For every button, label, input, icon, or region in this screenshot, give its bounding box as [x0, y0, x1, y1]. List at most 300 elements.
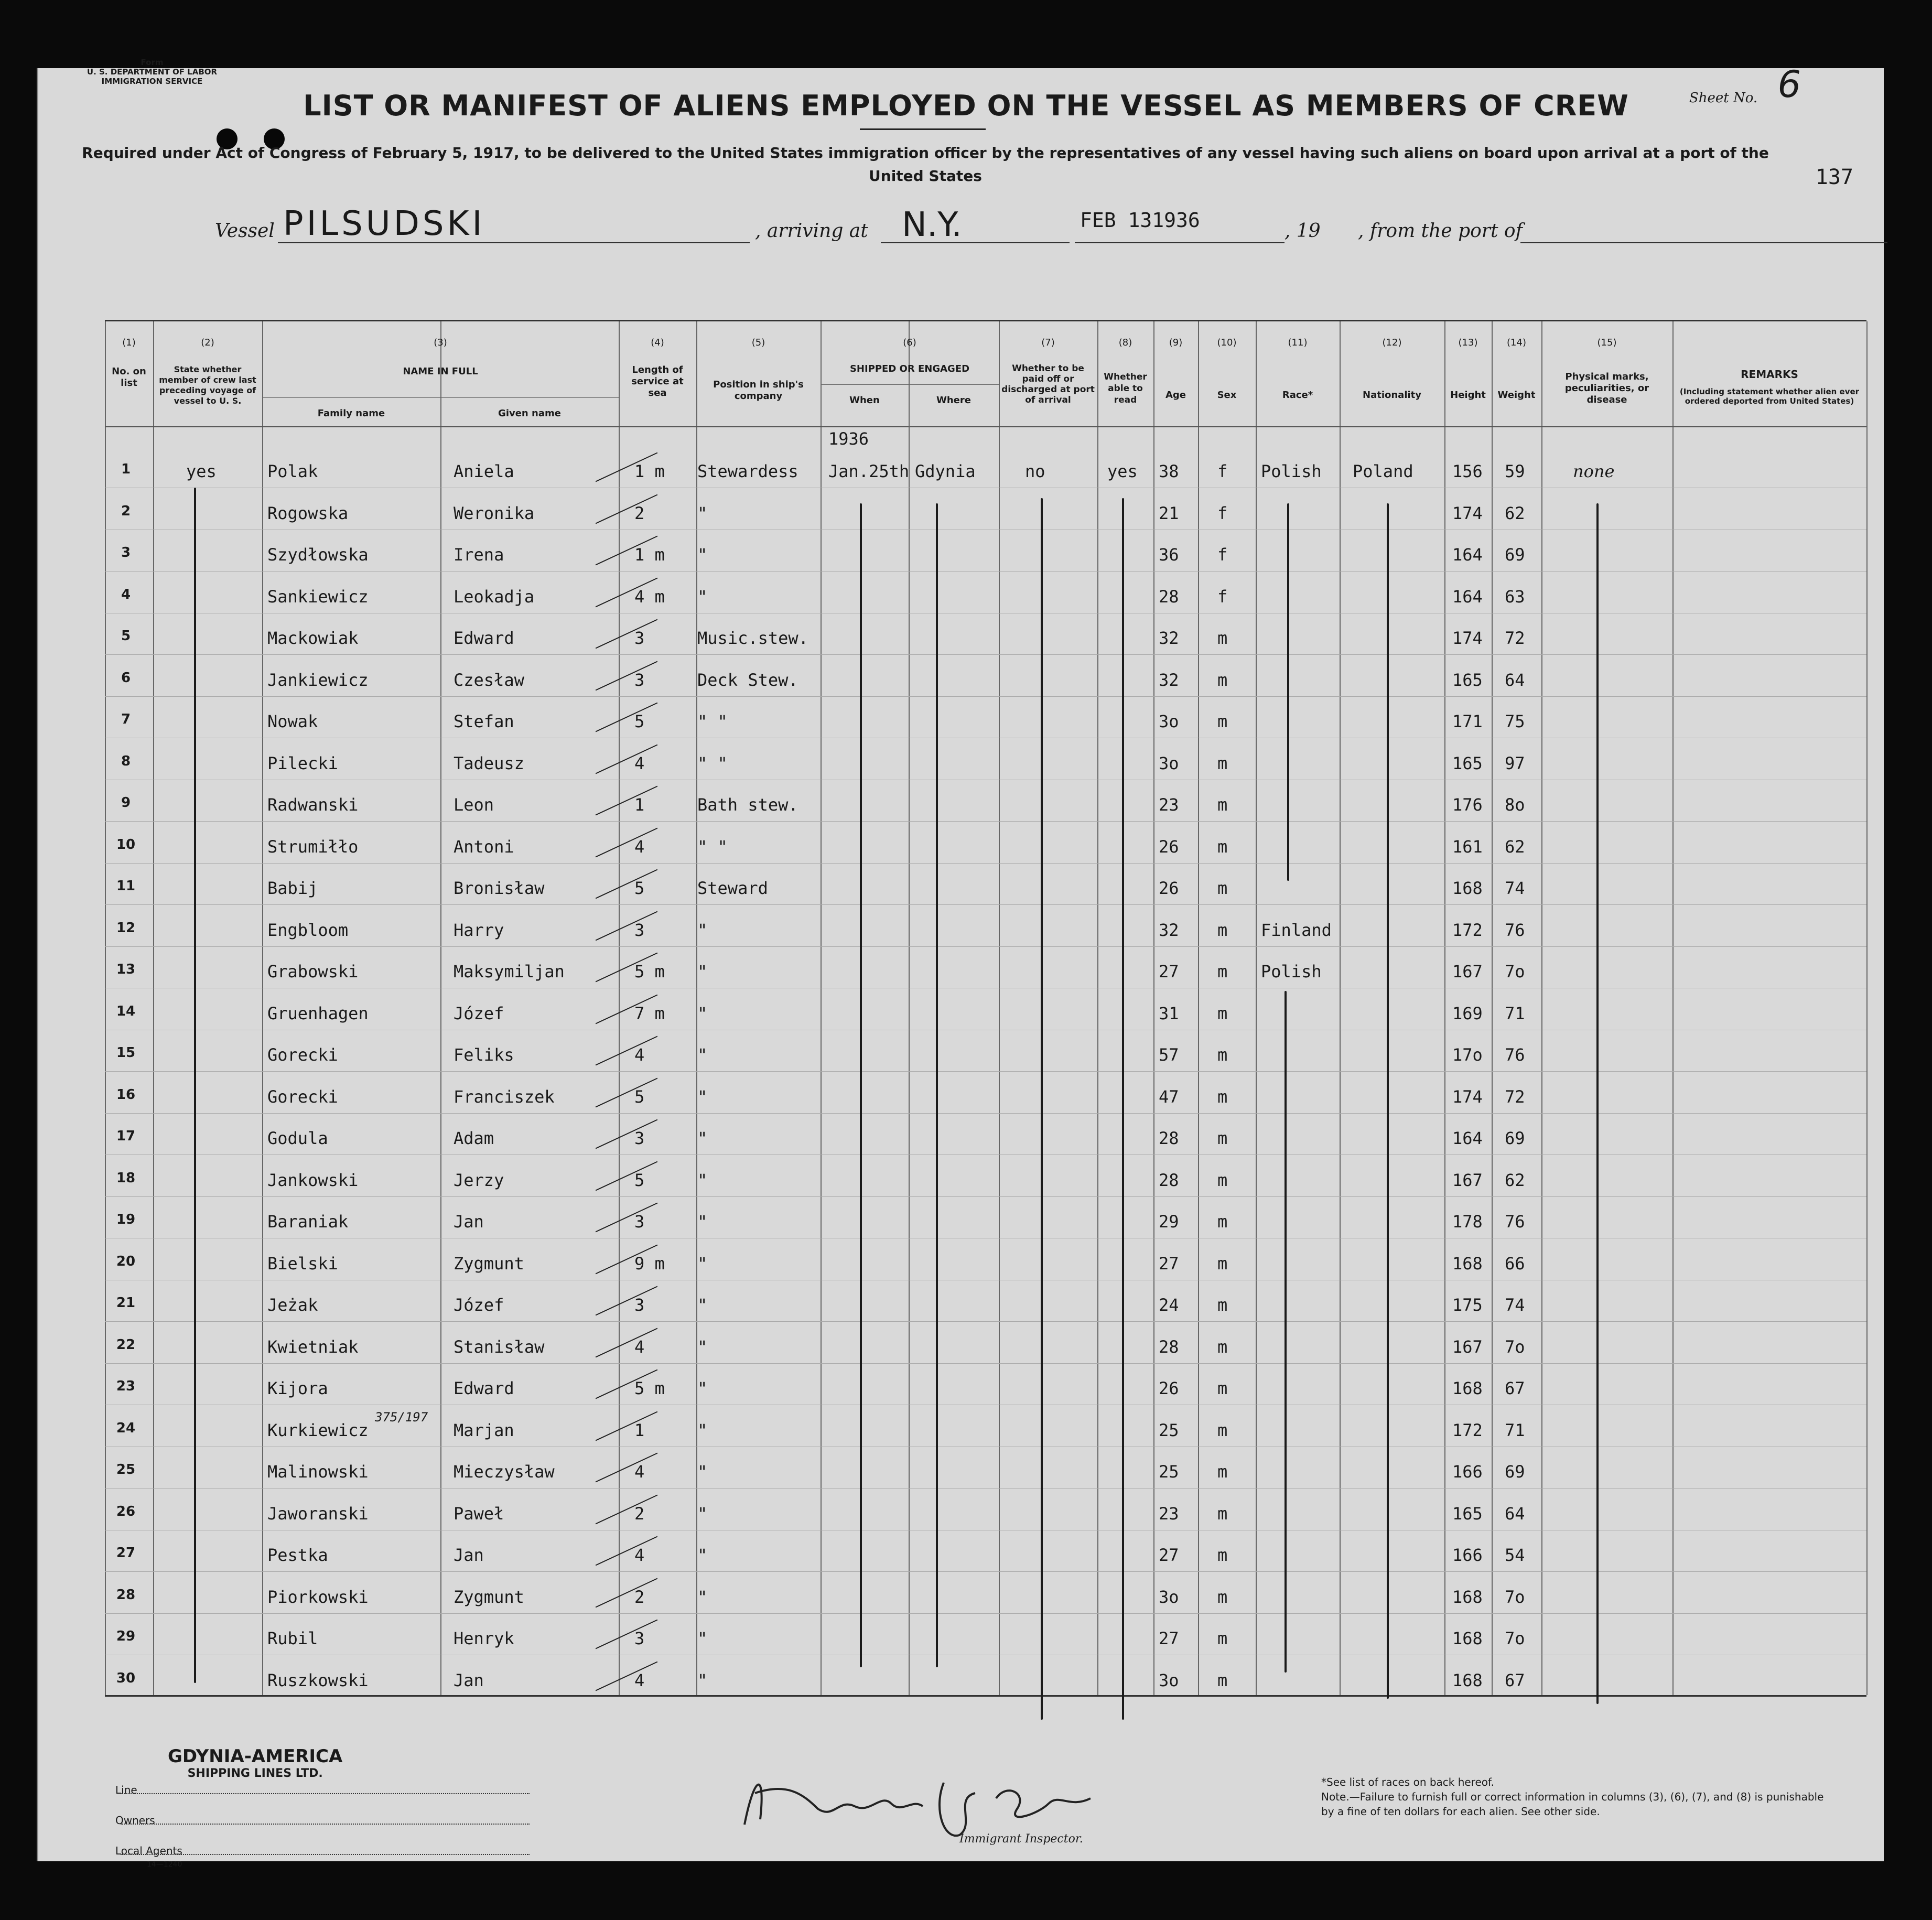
cell-family-name: Szydłowska — [267, 545, 369, 565]
cell-weight: 67 — [1505, 1378, 1525, 1398]
cell-height: 171 — [1452, 711, 1483, 731]
column-divider — [1672, 321, 1674, 1695]
cell-length-of-service: 3 — [634, 1128, 645, 1148]
cell-height: 168 — [1452, 1378, 1483, 1398]
cell-position: Deck Stew. — [697, 670, 798, 690]
cell-height: 167 — [1452, 962, 1483, 981]
cell-length-of-service: 4 — [634, 1462, 645, 1482]
header-length-of-service: Length of service at sea — [631, 364, 684, 398]
cell-age: 28 — [1159, 1336, 1179, 1357]
cell-weight: 71 — [1505, 1003, 1525, 1023]
cell-family-name: Jaworanski — [267, 1503, 369, 1524]
row-number: 30 — [116, 1670, 136, 1686]
cell-position: " — [697, 586, 708, 607]
row-number: 7 — [121, 711, 131, 727]
header-shipped-or-engaged: SHIPPED OR ENGAGED — [849, 363, 970, 374]
cell-weight: 76 — [1505, 1212, 1525, 1232]
cell-given-name: Tadeusz — [454, 753, 524, 773]
header-name-in-full: NAME IN FULL — [403, 366, 478, 377]
row-number: 29 — [116, 1628, 136, 1644]
header-height: Height — [1450, 390, 1486, 401]
column-divider — [1866, 321, 1868, 1695]
cell-given-name: Weronika — [454, 503, 535, 523]
header-given-name: Given name — [498, 408, 561, 419]
row-number: 9 — [121, 795, 131, 811]
cell-position: " — [697, 1128, 708, 1148]
form-label: Form — [141, 58, 164, 67]
cell-family-name: Sankiewicz — [267, 586, 369, 607]
handwritten-annotation: 375/197 — [375, 1409, 428, 1425]
cell-weight: 7o — [1505, 1628, 1525, 1648]
cell-length-of-service: 7 m — [634, 1003, 665, 1023]
column-divider — [1256, 321, 1257, 1695]
row-number: 5 — [121, 628, 131, 644]
cell-position: " " — [697, 836, 728, 857]
cell-height: 167 — [1452, 1336, 1483, 1357]
column-divider — [1492, 321, 1493, 1695]
cell-family-name: Kurkiewicz — [267, 1420, 369, 1440]
column-divider — [262, 321, 263, 1695]
cell-age: 27 — [1159, 962, 1179, 981]
header-where: Where — [936, 395, 971, 406]
cell-age: 26 — [1159, 1378, 1179, 1398]
column-divider — [1097, 321, 1098, 1695]
cell-given-name: Marjan — [454, 1420, 514, 1440]
ditto-mark — [1122, 498, 1124, 1720]
cell-family-name: Radwanski — [267, 795, 359, 815]
cell-sex: m — [1217, 1253, 1228, 1274]
header-previous-voyage: State whether member of crew last preceding voyage of vessel to U. S. — [159, 364, 256, 406]
cell-position: Bath stew. — [697, 795, 798, 815]
cell-height: 169 — [1452, 1003, 1483, 1023]
cell-age: 23 — [1159, 795, 1179, 815]
cell-position: " " — [697, 753, 728, 773]
column-divider — [440, 321, 441, 1695]
cell-weight: 66 — [1505, 1253, 1525, 1274]
cell-age: 32 — [1159, 920, 1179, 940]
cell-age: 57 — [1159, 1045, 1179, 1065]
column-number: (4) — [651, 337, 664, 348]
cell-sex: m — [1217, 711, 1228, 731]
column-number: (10) — [1217, 337, 1237, 348]
cell-family-name: Polak — [267, 461, 318, 481]
cell-family-name: Rubil — [267, 1628, 318, 1648]
cell-weight: 62 — [1505, 1170, 1525, 1190]
cell-height: 161 — [1452, 836, 1483, 857]
cell-height: 164 — [1452, 1128, 1483, 1148]
arriving-label: , arriving at — [755, 220, 868, 242]
column-number: (7) — [1041, 337, 1055, 348]
cell-weight: 76 — [1505, 1045, 1525, 1065]
cell-family-name: Godula — [267, 1128, 328, 1148]
column-number: (5) — [751, 337, 765, 348]
cell-given-name: Feliks — [454, 1045, 514, 1065]
cell-age: 25 — [1159, 1420, 1179, 1440]
cell-age: 3o — [1159, 1670, 1179, 1690]
year-note: 1936 — [828, 429, 869, 449]
row-number: 13 — [116, 962, 136, 977]
cell-age: 23 — [1159, 1503, 1179, 1524]
row-line — [105, 863, 1866, 864]
cell-age: 38 — [1159, 461, 1179, 481]
cell-sex: m — [1217, 1295, 1228, 1315]
cell-weight: 64 — [1505, 1503, 1525, 1524]
column-divider — [1541, 321, 1542, 1695]
cell-height: 174 — [1452, 503, 1483, 523]
cell-family-name: Pilecki — [267, 753, 338, 773]
header-position: Position in ship's company — [713, 379, 804, 402]
cell-sex: m — [1217, 670, 1228, 690]
ditto-mark — [1596, 503, 1599, 1704]
row-number: 28 — [116, 1587, 136, 1603]
cell-age: 28 — [1159, 1170, 1179, 1190]
cell-family-name: Malinowski — [267, 1462, 369, 1482]
cell-sex: f — [1217, 586, 1228, 607]
cell-age: 28 — [1159, 1128, 1179, 1148]
cell-height: 17o — [1452, 1045, 1483, 1065]
cell-position: " — [697, 1462, 708, 1482]
cell-length-of-service: 4 — [634, 836, 645, 857]
cell-sex: m — [1217, 1670, 1228, 1690]
column-number: (6) — [903, 337, 916, 348]
header-race: Race* — [1282, 390, 1313, 401]
column-number: (11) — [1288, 337, 1308, 348]
cell-age: 32 — [1159, 628, 1179, 648]
cell-weight: 97 — [1505, 753, 1525, 773]
cell-age: 32 — [1159, 670, 1179, 690]
cell-weight: 63 — [1505, 586, 1525, 607]
cell-length-of-service: 3 — [634, 1628, 645, 1648]
column-number: (1) — [122, 337, 136, 348]
cell-weight: 64 — [1505, 670, 1525, 690]
row-number: 16 — [116, 1086, 136, 1103]
agents-field — [121, 1854, 530, 1855]
cell-given-name: Mieczysław — [454, 1462, 555, 1482]
row-number: 14 — [116, 1003, 136, 1019]
cell-length-of-service: 4 — [634, 753, 645, 773]
cell-family-name: Jankowski — [267, 1170, 359, 1190]
row-number: 27 — [116, 1545, 136, 1561]
cell-age: 24 — [1159, 1295, 1179, 1315]
cell-position: " — [697, 545, 708, 565]
cell-height: 164 — [1452, 586, 1483, 607]
header-age: Age — [1165, 390, 1186, 401]
row-number: 17 — [116, 1128, 136, 1144]
cell-height: 174 — [1452, 1086, 1483, 1107]
cell-given-name: Harry — [454, 920, 504, 940]
cell-length-of-service: 5 — [634, 1170, 645, 1190]
company-name: GDYNIA-AMERICA — [168, 1746, 343, 1767]
row-number: 8 — [121, 753, 131, 769]
ditto-mark — [860, 503, 862, 1667]
cell-position: Steward — [697, 878, 768, 898]
row-number: 6 — [121, 670, 131, 686]
cell-position: " " — [697, 711, 728, 731]
row-number: 26 — [116, 1503, 136, 1519]
column-divider — [619, 321, 620, 1695]
cell-length-of-service: 2 — [634, 1587, 645, 1607]
row-number: 11 — [116, 878, 136, 894]
cell-sex: m — [1217, 1128, 1228, 1148]
cell-position: " — [697, 1378, 708, 1398]
form-number: 14—1240 — [147, 1860, 182, 1869]
cell-sex: m — [1217, 753, 1228, 773]
cell-sex: m — [1217, 836, 1228, 857]
column-number: (13) — [1458, 337, 1478, 348]
cell-given-name: Jerzy — [454, 1170, 504, 1190]
cell-weight: 7o — [1505, 1587, 1525, 1607]
vessel-label: Vessel — [215, 220, 275, 242]
column-number: (14) — [1507, 337, 1526, 348]
cell-given-name: Irena — [454, 545, 504, 565]
header-paid-off: Whether to be paid off or discharged at port of arrival — [1001, 363, 1095, 405]
cell-weight: 75 — [1505, 711, 1525, 731]
header-sex: Sex — [1217, 390, 1237, 401]
row-line — [105, 1071, 1866, 1072]
cell-position: " — [697, 1336, 708, 1357]
cell-family-name: Nowak — [267, 711, 318, 731]
cell-position: " — [697, 1503, 708, 1524]
department-label: U. S. DEPARTMENT OF LABOR — [87, 67, 218, 77]
cell-length-of-service: 4 m — [634, 586, 665, 607]
cell-sex: m — [1217, 1628, 1228, 1648]
column-number: (15) — [1597, 337, 1617, 348]
cell-sex: m — [1217, 1212, 1228, 1232]
row-number: 20 — [116, 1253, 136, 1269]
cell-length-of-service: 4 — [634, 1045, 645, 1065]
row-line — [105, 1571, 1866, 1572]
cell-position: " — [697, 962, 708, 981]
cell-family-name: Baraniak — [267, 1212, 349, 1232]
cell-length-of-service: 9 m — [634, 1253, 665, 1274]
cell-height: 156 — [1452, 461, 1483, 481]
row-number: 18 — [116, 1170, 136, 1186]
cell-height: 178 — [1452, 1212, 1483, 1232]
cell-position: " — [697, 1420, 708, 1440]
cell-age: 27 — [1159, 1253, 1179, 1274]
cell-weight: 69 — [1505, 1128, 1525, 1148]
cell-previous-voyage: yes — [186, 461, 217, 481]
row-number: 19 — [116, 1212, 136, 1227]
cell-position: " — [697, 1295, 708, 1315]
column-number: (2) — [201, 337, 214, 348]
cell-position: " — [697, 920, 708, 940]
cell-family-name: Bielski — [267, 1253, 338, 1274]
cell-length-of-service: 2 — [634, 1503, 645, 1524]
cell-position: Music.stew. — [697, 628, 808, 648]
cell-age: 31 — [1159, 1003, 1179, 1023]
cell-age: 26 — [1159, 836, 1179, 857]
cell-sex: m — [1217, 1587, 1228, 1607]
cell-weight: 72 — [1505, 628, 1525, 648]
cell-height: 168 — [1452, 1670, 1483, 1690]
row-number: 22 — [116, 1336, 136, 1353]
cell-position: " — [697, 1045, 708, 1065]
cell-weight: 7o — [1505, 1336, 1525, 1357]
row-number: 21 — [116, 1295, 136, 1311]
cell-weight: 59 — [1505, 461, 1525, 481]
cell-length-of-service: 3 — [634, 628, 645, 648]
column-number: (9) — [1169, 337, 1183, 348]
page-title: LIST OR MANIFEST OF ALIENS EMPLOYED ON THE VESSEL AS MEMBERS OF CREW — [303, 89, 1629, 122]
cell-race: Polish — [1261, 962, 1322, 981]
cell-position: " — [697, 1628, 708, 1648]
cell-family-name: Engbloom — [267, 920, 349, 940]
cell-weight: 67 — [1505, 1670, 1525, 1690]
row-number: 15 — [116, 1045, 136, 1061]
cell-given-name: Edward — [454, 628, 514, 648]
ditto-mark — [1285, 991, 1287, 1673]
cell-height: 168 — [1452, 1253, 1483, 1274]
header-no-on-list: No. on list — [112, 366, 146, 389]
ditto-mark — [194, 488, 196, 1683]
row-number: 10 — [116, 836, 136, 853]
cell-position: " — [697, 1170, 708, 1190]
cell-weight: 69 — [1505, 545, 1525, 565]
vessel-line — [178, 204, 1751, 246]
cell-family-name: Gorecki — [267, 1086, 338, 1107]
cell-given-name: Zygmunt — [454, 1587, 524, 1607]
cell-given-name: Adam — [454, 1128, 494, 1148]
row-line — [105, 904, 1866, 905]
cell-sex: m — [1217, 1086, 1228, 1107]
cell-position: " — [697, 1003, 708, 1023]
cell-length-of-service: 1 — [634, 1420, 645, 1440]
cell-height: 166 — [1452, 1462, 1483, 1482]
sheet-no-value: 6 — [1777, 63, 1801, 106]
cell-sex: m — [1217, 1462, 1228, 1482]
cell-age: 3o — [1159, 1587, 1179, 1607]
form-info — [73, 58, 231, 86]
cell-family-name: Pestka — [267, 1545, 328, 1565]
row-line — [105, 946, 1866, 947]
date-stamp: FEB 131936 — [1080, 209, 1200, 232]
year-label: , 19 — [1285, 220, 1321, 242]
header-bottom-line — [105, 426, 1866, 427]
cell-height: 168 — [1452, 1587, 1483, 1607]
cell-given-name: Czesław — [454, 670, 524, 690]
cell-weight: 54 — [1505, 1545, 1525, 1565]
arriving-at-value: N.Y. — [902, 206, 962, 244]
cell-length-of-service: 4 — [634, 1670, 645, 1690]
row-line — [105, 1613, 1866, 1614]
cell-sex: m — [1217, 1336, 1228, 1357]
cell-height: 172 — [1452, 1420, 1483, 1440]
line-label: Line — [115, 1784, 137, 1796]
cell-weight: 7o — [1505, 962, 1525, 981]
cell-sex: m — [1217, 1045, 1228, 1065]
cell-length-of-service: 2 — [634, 503, 645, 523]
cell-sex: m — [1217, 1378, 1228, 1398]
cell-sex: m — [1217, 1170, 1228, 1190]
header-remarks: REMARKS — [1741, 368, 1798, 381]
cell-given-name: Stanisław — [454, 1336, 545, 1357]
cell-weight: 62 — [1505, 836, 1525, 857]
header-nationality: Nationality — [1363, 390, 1421, 401]
sheet-no-label: Sheet No. — [1689, 90, 1758, 106]
column-divider — [1340, 321, 1341, 1695]
cell-weight: 69 — [1505, 1462, 1525, 1482]
cell-height: 176 — [1452, 795, 1483, 815]
column-divider — [999, 321, 1000, 1695]
cell-race: Finland — [1261, 920, 1332, 940]
cell-nationality: Poland — [1353, 461, 1413, 481]
ditto-mark — [936, 503, 938, 1667]
stamp-number: 137 — [1815, 165, 1853, 189]
cell-given-name: Aniela — [454, 461, 514, 481]
cell-age: 3o — [1159, 753, 1179, 773]
cell-given-name: Stefan — [454, 711, 514, 731]
cell-family-name: Kwietniak — [267, 1336, 359, 1357]
cell-height: 175 — [1452, 1295, 1483, 1315]
ditto-mark — [1387, 503, 1389, 1699]
crew-table — [105, 320, 1866, 1697]
owners-label: Owners — [115, 1814, 155, 1827]
cell-weight: 74 — [1505, 878, 1525, 898]
row-line — [105, 654, 1866, 655]
cell-length-of-service: 3 — [634, 920, 645, 940]
cell-sex: m — [1217, 628, 1228, 648]
cell-weight: 71 — [1505, 1420, 1525, 1440]
cell-length-of-service: 3 — [634, 670, 645, 690]
cell-position: Stewardess — [697, 461, 798, 481]
from-port-underline — [1520, 221, 1887, 243]
owners-field — [121, 1824, 530, 1825]
cell-length-of-service: 5 — [634, 711, 645, 731]
cell-given-name: Bronisław — [454, 878, 545, 898]
cell-age: 29 — [1159, 1212, 1179, 1232]
row-number: 3 — [121, 545, 131, 560]
cell-length-of-service: 1 m — [634, 461, 665, 481]
cell-height: 165 — [1452, 670, 1483, 690]
cell-length-of-service: 4 — [634, 1336, 645, 1357]
row-number: 23 — [116, 1378, 136, 1394]
row-line — [105, 1321, 1866, 1322]
cell-weight: 62 — [1505, 503, 1525, 523]
cell-sex: m — [1217, 962, 1228, 981]
cell-given-name: Leon — [454, 795, 494, 815]
from-port-label: , from the port of — [1358, 220, 1523, 242]
cell-position: " — [697, 503, 708, 523]
cell-height: 168 — [1452, 1628, 1483, 1648]
row-line — [105, 1113, 1866, 1114]
cell-when: Jan.25th — [828, 461, 910, 481]
cell-family-name: Mackowiak — [267, 628, 359, 648]
cell-family-name: Gruenhagen — [267, 1003, 369, 1023]
race-note: *See list of races on back hereof. — [1321, 1776, 1494, 1788]
cell-given-name: Edward — [454, 1378, 514, 1398]
name-subheader-line — [262, 397, 619, 398]
row-line — [105, 821, 1866, 822]
cell-sex: m — [1217, 878, 1228, 898]
row-line — [105, 1363, 1866, 1364]
ditto-mark — [1287, 503, 1289, 881]
cell-family-name: Ruszkowski — [267, 1670, 369, 1690]
cell-position: " — [697, 1086, 708, 1107]
cell-age: 36 — [1159, 545, 1179, 565]
cell-position: " — [697, 1253, 708, 1274]
cell-length-of-service: 5 m — [634, 1378, 665, 1398]
column-divider — [153, 321, 154, 1695]
agents-label: Local Agents — [115, 1845, 182, 1857]
cell-sex: m — [1217, 920, 1228, 940]
page-subtitle: Required under Act of Congress of February 5, 1917, to be delivered to the United States immigration officer by the representatives of any vessel having such aliens on board upon arrival at a port of the United States — [82, 144, 1769, 185]
line-field — [121, 1793, 530, 1794]
vessel-name: PILSUDSKI — [283, 204, 485, 243]
cell-sex: f — [1217, 503, 1228, 523]
cell-family-name: Jeżak — [267, 1295, 318, 1315]
footer-note — [1321, 1775, 1825, 1819]
